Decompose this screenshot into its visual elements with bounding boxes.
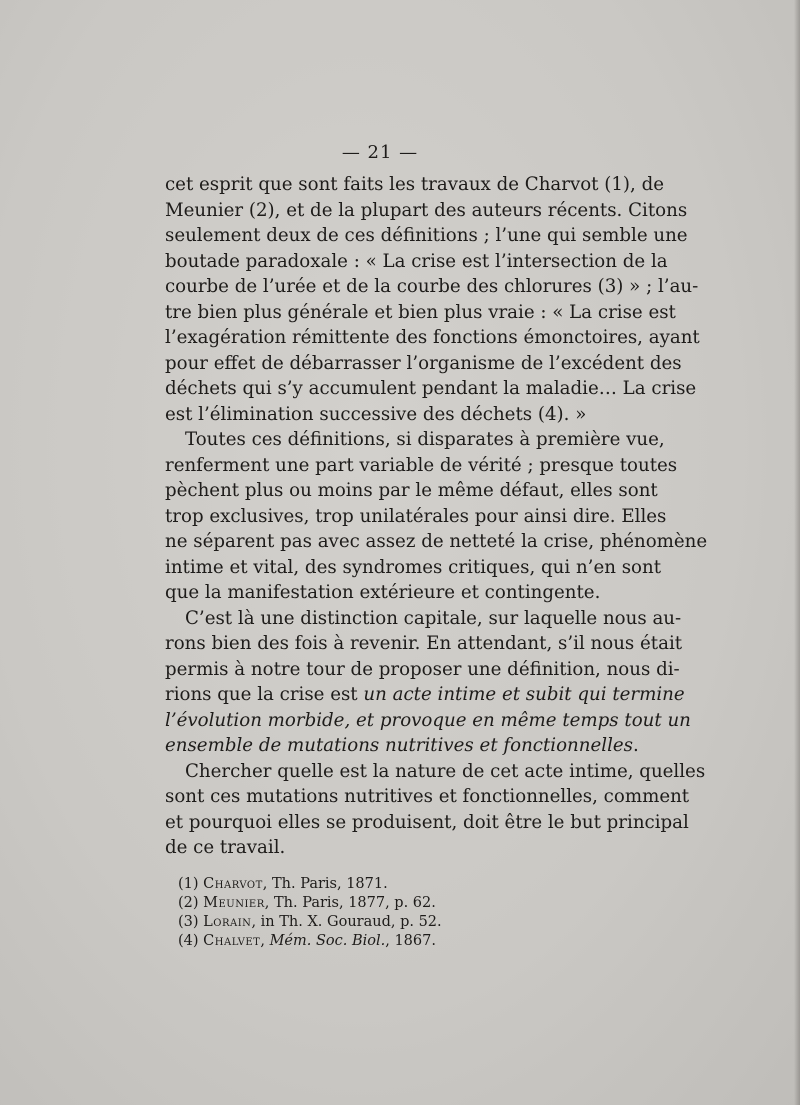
- footnote: [178, 913, 478, 932]
- text-line: pèchent plus ou moins par le même défaut, elles sont: [165, 480, 658, 501]
- text-line: de ce travail.: [165, 837, 286, 858]
- text-line: seulement deux de ces définitions ; l’une qui semble une: [165, 225, 688, 246]
- text-line: intime et vital, des syndromes critiques, qui n’en sont: [165, 556, 662, 578]
- text-line: rons bien des fois à revenir. En attendant, s’il nous était: [165, 633, 683, 654]
- footnote-text: , 1867.: [385, 933, 436, 949]
- text-line: que la manifestation extérieure et contingente.: [165, 582, 601, 603]
- page-number: — 21 —: [341, 142, 419, 163]
- footnote: [178, 875, 478, 894]
- text-line: [165, 733, 639, 759]
- text-line: trop exclusives, trop unilatérales pour ainsi dire. Elles: [165, 505, 667, 527]
- text-line: l’évolution morbide, et provoque en même temps tout un: [165, 709, 691, 731]
- page-edge-shadow: [794, 0, 800, 1105]
- italic-text: un acte intime et subit qui termine: [363, 684, 685, 705]
- footnote-text: , in Th. X. Gouraud, p. 52.: [251, 914, 442, 930]
- text-line: est l’élimination successive des déchets (4). »: [165, 403, 587, 425]
- text-line: Chercher quelle est la nature de cet acte intime, quelles: [185, 760, 706, 782]
- footnotes: [178, 875, 478, 951]
- text-line: et pourquoi elles se produisent, doit être le but principal: [165, 811, 689, 833]
- footnote-author: Charvot: [203, 876, 263, 892]
- footnote-number: (1): [178, 876, 199, 892]
- paragraph-1: [165, 172, 700, 427]
- text-line: pour effet de débarrasser l’organisme de l’excédent des: [165, 352, 682, 374]
- text-line: l’exagération rémittente des fonctions émonctoires, ayant: [165, 327, 700, 348]
- text-line: cet esprit que sont faits les travaux de Charvot (1), de: [165, 174, 664, 195]
- footnote-author: Chalvet: [203, 933, 261, 949]
- plain-text: .: [632, 735, 639, 756]
- footnote-text: , Th. Paris, 1877, p. 62.: [264, 895, 436, 911]
- footnote-journal: Mém. Soc. Biol.: [269, 933, 386, 949]
- footnote-author: Meunier: [203, 895, 265, 911]
- footnote: [178, 894, 478, 913]
- footnote-text: ,: [260, 933, 270, 949]
- text-line: permis à notre tour de proposer une définition, nous di-: [165, 658, 680, 680]
- footnote-number: (3): [178, 914, 199, 930]
- text-line: Meunier (2), et de la plupart des auteurs récents. Citons: [165, 199, 688, 221]
- text-line: ne séparent pas avec assez de netteté la crise, phénomène: [165, 531, 708, 552]
- text-line: tre bien plus générale et bien plus vraie : « La crise est: [165, 301, 676, 323]
- footnote: [178, 932, 478, 951]
- text-line: Toutes ces définitions, si disparates à première vue,: [185, 429, 665, 450]
- text-line: renferment une part variable de vérité ; presque toutes: [165, 454, 678, 476]
- italic-text: ensemble de mutations nutritives et fonctionnelles: [165, 735, 633, 756]
- paragraph-2: [165, 427, 708, 606]
- footnote-author: Lorain: [203, 914, 252, 930]
- text-line: C’est là une distinction capitale, sur laquelle nous au-: [185, 607, 682, 629]
- footnote-number: (2): [178, 895, 199, 911]
- footnote-text: , Th. Paris, 1871.: [262, 876, 388, 892]
- text-line: [165, 682, 685, 708]
- text-line: boutade paradoxale : « La crise est l’intersection de la: [165, 250, 668, 272]
- paragraph-3: [165, 606, 691, 759]
- paragraph-4: [165, 759, 706, 861]
- text-line: courbe de l’urée et de la courbe des chlorures (3) » ; l’au-: [165, 276, 699, 297]
- body-text: [165, 172, 708, 861]
- text-line: sont ces mutations nutritives et fonctionnelles, comment: [165, 786, 690, 807]
- text-line: déchets qui s’y accumulent pendant la maladie… La crise: [165, 378, 697, 399]
- footnote-number: (4): [178, 933, 199, 949]
- plain-text: rions que la crise est: [165, 684, 364, 705]
